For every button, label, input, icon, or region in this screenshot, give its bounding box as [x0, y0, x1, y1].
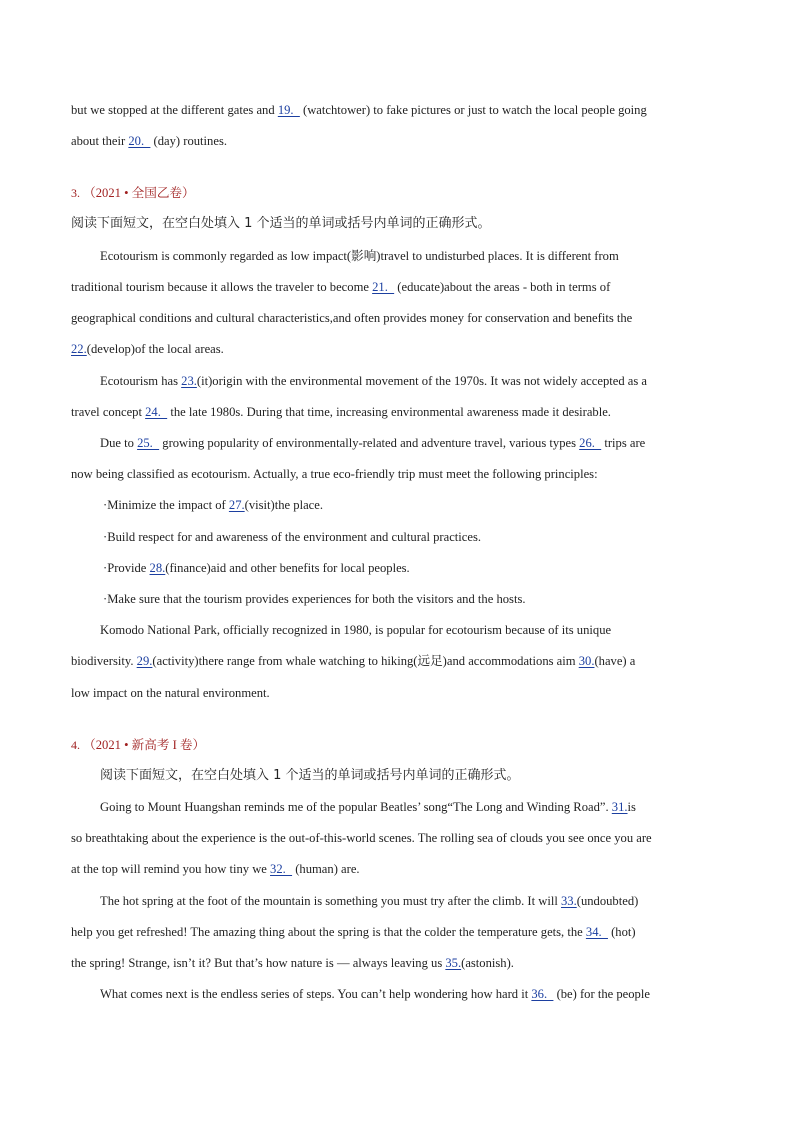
answer-blank[interactable]: 31. [611, 800, 628, 814]
text-segment: the late 1980s. During that time, increasing environmental awareness made it desirable. [167, 405, 611, 419]
question-header [71, 185, 195, 201]
text-segment: (develop)of the local areas. [86, 342, 224, 356]
text-segment: help you get refreshed! The amazing thing about the spring is that the colder the temperature gets, the [71, 925, 586, 939]
answer-blank[interactable]: 36. [531, 987, 554, 1001]
text-line [100, 893, 638, 909]
text-segment: (educate)about the areas - both in terms of [394, 280, 611, 294]
text-line [71, 310, 632, 326]
answer-blank[interactable]: 29. [136, 654, 153, 668]
answer-blank[interactable]: 28. [149, 561, 166, 575]
answer-blank[interactable]: 23. [181, 374, 197, 388]
instruction-line [71, 216, 491, 232]
text-segment: ·Minimize the impact of [103, 498, 229, 512]
answer-blank[interactable]: 32. [270, 862, 293, 876]
text-segment: is [627, 800, 636, 814]
text-segment: travel concept [71, 405, 146, 419]
text-segment: Ecotourism has [100, 374, 182, 388]
text-line [103, 497, 323, 513]
text-segment: at the top will remind you how tiny we [71, 862, 271, 876]
question-number: 3. [71, 186, 80, 200]
text-line [100, 799, 636, 815]
text-line [71, 861, 360, 877]
text-segment: biodiversity. [71, 654, 137, 668]
text-segment: The hot spring at the foot of the mountain is something you must try after the climb. It will [100, 894, 561, 908]
text-segment: Due to [100, 436, 138, 450]
text-line [71, 955, 514, 971]
question-source: （2021 • 新高考 I 卷） [80, 738, 206, 752]
answer-blank[interactable]: 26. [579, 436, 602, 450]
text-segment: geographical conditions and cultural characteristics,and often provides money for conservation and benefits the [71, 311, 633, 325]
question-header [71, 737, 205, 753]
instruction-line [100, 768, 520, 784]
text-segment: Komodo National Park, officially recognized in 1980, is popular for ecotourism because of its unique [100, 623, 612, 637]
text-segment: (visit)the place. [244, 498, 323, 512]
text-line [71, 279, 610, 295]
answer-blank[interactable]: 19. [277, 103, 300, 117]
text-segment: (finance)aid and other benefits for local peoples. [165, 561, 410, 575]
text-line [71, 466, 598, 482]
text-segment: (undoubted) [576, 894, 639, 908]
text-segment: 阅读下面短文，在空白处填入 1 个适当的单词或括号内单词的正确形式。 [71, 216, 491, 231]
answer-blank[interactable]: 30. [578, 654, 595, 668]
text-line [71, 653, 635, 669]
answer-blank[interactable]: 27. [228, 498, 245, 512]
answer-blank[interactable]: 34. [585, 925, 608, 939]
text-segment: traditional tourism because it allows the traveler to become [71, 280, 373, 294]
answer-blank[interactable]: 33. [561, 894, 577, 908]
text-line [100, 435, 645, 451]
text-segment: growing popularity of environmentally-related and adventure travel, various types [159, 436, 580, 450]
text-segment: ·Provide [103, 561, 150, 575]
text-segment: (have) a [594, 654, 636, 668]
text-line [71, 924, 636, 940]
text-line [103, 529, 481, 545]
text-segment: now being classified as ecotourism. Actually, a true eco-friendly trip must meet the following principles: [71, 467, 598, 481]
text-line [103, 560, 410, 576]
text-segment: (astonish). [461, 956, 514, 970]
text-segment: trips are [601, 436, 646, 450]
text-line [71, 133, 227, 149]
text-segment: 阅读下面短文，在空白处填入 1 个适当的单词或括号内单词的正确形式。 [100, 768, 520, 783]
answer-blank[interactable]: 20. [128, 134, 151, 148]
text-segment: Going to Mount Huangshan reminds me of the popular Beatles’ song“The Long and Winding Road”. [100, 800, 612, 814]
text-line [71, 685, 270, 701]
question-number: 4. [71, 738, 80, 752]
text-segment: low impact on the natural environment. [71, 686, 270, 700]
text-segment: about their [71, 134, 129, 148]
text-segment: (human) are. [292, 862, 360, 876]
text-segment: (hot) [607, 925, 636, 939]
answer-blank[interactable]: 25. [137, 436, 160, 450]
text-segment: ·Make sure that the tourism provides experiences for both the visitors and the hosts. [103, 592, 526, 606]
answer-blank[interactable]: 24. [145, 405, 168, 419]
text-line [71, 341, 224, 357]
text-line [71, 404, 611, 420]
answer-blank[interactable]: 35. [445, 956, 462, 970]
text-segment: What comes next is the endless series of steps. You can’t help wondering how hard it [100, 987, 532, 1001]
text-segment: (it)origin with the environmental movement of the 1970s. It was not widely accepted as a [196, 374, 648, 388]
text-segment: (day) routines. [150, 134, 227, 148]
text-line [100, 373, 647, 389]
text-segment: Ecotourism is commonly regarded as low impact(影响)travel to undisturbed places. It is different from [100, 249, 619, 263]
text-line [100, 248, 619, 264]
answer-blank[interactable]: 22. [71, 342, 87, 356]
text-segment: the spring! Strange, isn’t it? But that’s how nature is — always leaving us [71, 956, 446, 970]
text-segment: so breathtaking about the experience is the out-of-this-world scenes. The rolling sea of clouds you see once you are [71, 831, 652, 845]
text-line [71, 830, 652, 846]
text-line [103, 591, 526, 607]
text-segment: (activity)there range from whale watching to hiking(远足)and accommodations aim [152, 654, 579, 668]
text-line [71, 102, 647, 118]
text-segment: (watchtower) to fake pictures or just to watch the local people going [299, 103, 647, 117]
text-segment: but we stopped at the different gates and [71, 103, 278, 117]
text-line [100, 622, 611, 638]
question-source: （2021 • 全国乙卷） [80, 186, 195, 200]
text-segment: (be) for the people [553, 987, 650, 1001]
text-segment: ·Build respect for and awareness of the environment and cultural practices. [103, 530, 482, 544]
answer-blank[interactable]: 21. [372, 280, 395, 294]
text-line [100, 986, 650, 1002]
